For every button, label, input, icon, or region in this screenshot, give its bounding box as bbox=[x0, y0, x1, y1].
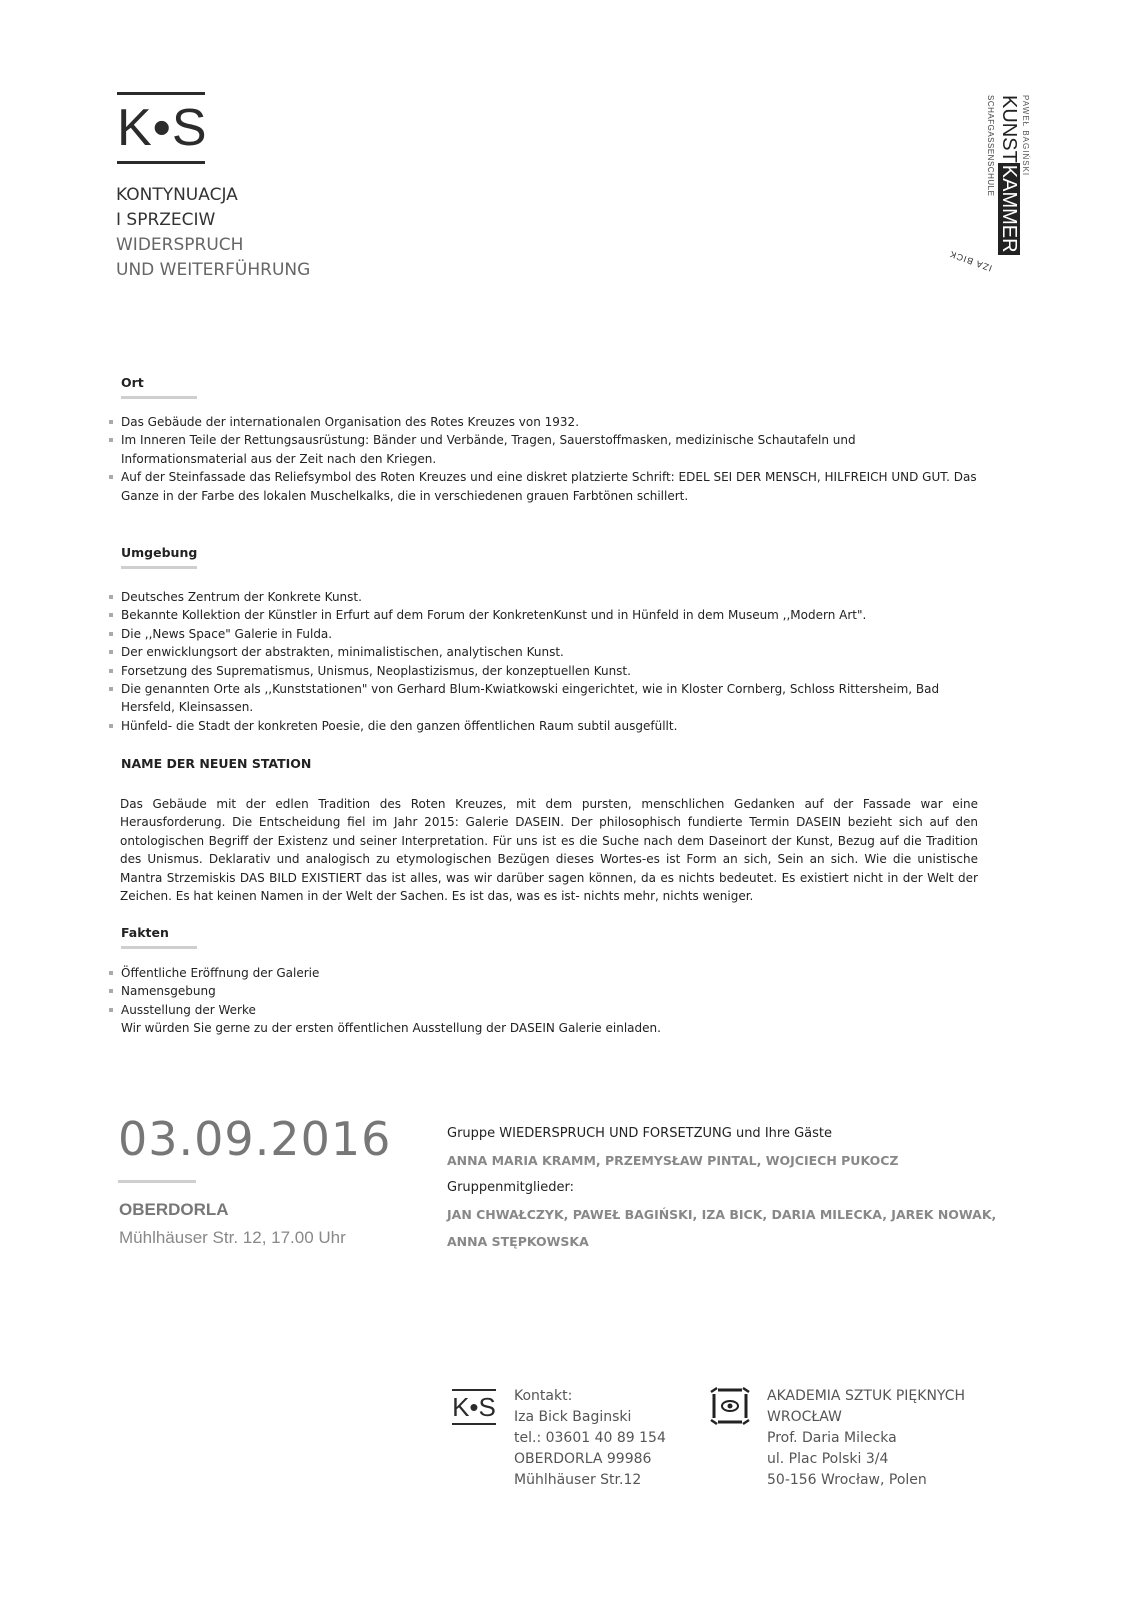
section-ort bbox=[121, 375, 991, 505]
title-line-4: UND WEITERFÜHRUNG bbox=[116, 260, 311, 280]
list-item: Hünfeld- die Stadt der konkreten Poesie, die den ganzen öffentlichen Raum subtil ausgefüllt. bbox=[121, 717, 991, 735]
ks-logo bbox=[117, 92, 208, 164]
brand-name-inverted: KAMMER bbox=[998, 164, 1020, 253]
contact-name: Iza Bick Baginski bbox=[514, 1409, 632, 1425]
list-item: Die genannten Orte als ,,Kunststationen" von Gerhard Blum-Kwiatkowski eingerichtet, wie in Kloster Cornberg, Schloss Rittersheim, Bad Hersfeld, Kleinsassen. bbox=[121, 680, 986, 717]
footer-ks-logo bbox=[452, 1389, 496, 1425]
title-line-3: WIDERSPRUCH bbox=[116, 235, 244, 255]
academy-postal: 50-156 Wrocław, Polen bbox=[767, 1472, 927, 1488]
contact-street: Mühlhäuser Str.12 bbox=[514, 1472, 642, 1488]
name-paragraph: Das Gebäude mit der edlen Tradition des Roten Kreuzes, mit dem pursten, menschlichen Gedanken auf der Fassade war eine Herausforderung. Die Entscheidung fiel im Jahr 2015: Galerie DASEIN. Der philosophisch fundierte Termin DASEIN bezieht sich auf den ontologischen Begriff der Existenz und seiner Interpretation. Für uns ist es die Suche nach dem Daseinort der Kunst, Bezug auf die Tradition des Unismus. Deklarativ und analogisch zu etymologischen Bezügen dieses Wortes-es ist Form an sich, Sein an sich. Wie die unistische Mantra Strzemiskis DAS BILD EXISTIERT das ist alles, was wir darüber sagen können, da es nichts bedeutet. Es existiert nicht in der Welt der Zeichen. Es hat keinen Namen in der Welt der Sachen. Es ist das, was es ist- nichts mehr, nichts weniger. bbox=[120, 797, 978, 904]
list-item: Öffentliche Eröffnung der Galerie bbox=[121, 964, 991, 982]
brand-iza: IZA BICK bbox=[947, 248, 994, 274]
list-item: Das Gebäude der internationalen Organisation des Rotes Kreuzes von 1932. bbox=[121, 413, 991, 431]
event-place: OBERDORLA bbox=[119, 1200, 229, 1219]
academy-city: WROCŁAW bbox=[767, 1409, 842, 1425]
logo-mark: K•S bbox=[117, 99, 208, 157]
date-underline bbox=[118, 1180, 196, 1183]
academy-contact-person: Prof. Daria Milecka bbox=[767, 1430, 897, 1446]
title-line-1: KONTYNUACJA bbox=[116, 185, 238, 205]
list-item: Bekannte Kollektion der Künstler in Erfurt auf dem Forum der KonkretenKunst und in Hünfeld in dem Museum ,,Modern Art". bbox=[121, 606, 991, 624]
section-heading: NAME DER NEUEN STATION bbox=[121, 756, 312, 771]
members-label: Gruppenmitglieder: bbox=[447, 1180, 574, 1195]
guests-line: ANNA MARIA KRAMM, PRZEMYSŁAW PINTAL, WOJCIECH PUKOCZ bbox=[447, 1153, 899, 1168]
event-date: 03.09.2016 bbox=[118, 1112, 392, 1166]
contact-label: Kontakt: bbox=[514, 1388, 573, 1404]
section-heading: Umgebung bbox=[121, 545, 198, 560]
footer-logo-mark: K•S bbox=[452, 1392, 496, 1422]
brand-author: PAWEŁ BAGIŃSKI bbox=[1021, 95, 1030, 177]
contact-city: OBERDORLA 99986 bbox=[514, 1451, 652, 1467]
list-item: Auf der Steinfassade das Reliefsymbol des Roten Kreuzes und eine diskret platzierte Schrift: EDEL SEI DER MENSCH, HILFREICH UND GUT. Das Ganze in der Farbe des lokalen Muschelkalks, die in verschiedenen grauen Farbtönen schillert. bbox=[121, 468, 986, 505]
ort-list bbox=[121, 413, 991, 505]
section-heading: Fakten bbox=[121, 925, 169, 940]
members-line-1: JAN CHWAŁCZYK, PAWEŁ BAGIŃSKI, IZA BICK, DARIA MILECKA, JAREK NOWAK, bbox=[447, 1207, 997, 1222]
heading-underline bbox=[121, 946, 197, 949]
section-fakten bbox=[121, 925, 991, 1038]
heading-underline bbox=[121, 396, 197, 399]
list-item: Ausstellung der Werke bbox=[121, 1001, 991, 1019]
list-item: Forsetzung des Suprematismus, Unismus, Neoplastizismus, der konzeptuellen Kunst. bbox=[121, 662, 991, 680]
academy-block bbox=[767, 1386, 965, 1491]
brand-name bbox=[997, 95, 1021, 275]
fakten-list bbox=[121, 964, 991, 1019]
list-item: Der enwicklungsort der abstrakten, minimalistischen, analytischen Kunst. bbox=[121, 643, 991, 661]
members-line-2: ANNA STĘPKOWSKA bbox=[447, 1234, 589, 1249]
academy-street: ul. Plac Polski 3/4 bbox=[767, 1451, 889, 1467]
title-line-2: I SPRZECIW bbox=[116, 210, 216, 230]
contact-block bbox=[514, 1386, 666, 1491]
umgebung-list bbox=[121, 588, 991, 735]
section-umgebung bbox=[121, 545, 991, 735]
brand-name-plain: KUNST bbox=[998, 95, 1020, 163]
section-name bbox=[121, 756, 991, 905]
academy-logo-icon bbox=[709, 1385, 751, 1427]
list-item: Namensgebung bbox=[121, 982, 991, 1000]
footer-logo-bottom-bar bbox=[452, 1423, 496, 1425]
heading-underline bbox=[121, 566, 197, 569]
list-item: Die ,,News Space" Galerie in Fulda. bbox=[121, 625, 991, 643]
list-item: Deutsches Zentrum der Konkrete Kunst. bbox=[121, 588, 991, 606]
list-item: Im Inneren Teile der Rettungsausrüstung: Bänder und Verbände, Tragen, Sauerstoffmasken, medizinische Schautafeln und Informationsmaterial aus der Zeit nach den Kriegen. bbox=[121, 431, 881, 468]
group-line: Gruppe WIEDERSPRUCH UND FORSETZUNG und Ihre Gäste bbox=[447, 1126, 832, 1141]
contact-phone: tel.: 03601 40 89 154 bbox=[514, 1430, 666, 1446]
academy-name: AKADEMIA SZTUK PIĘKNYCH bbox=[767, 1388, 966, 1404]
invitation-text: Wir würden Sie gerne zu der ersten öffentlichen Ausstellung der DASEIN Galerie einladen. bbox=[121, 1021, 661, 1036]
logo-bottom-bar bbox=[117, 161, 205, 164]
section-heading: Ort bbox=[121, 375, 144, 390]
event-address: Mühlhäuser Str. 12, 17.00 Uhr bbox=[119, 1228, 346, 1247]
brand-school: SCHAFGASSENSCHULE bbox=[986, 95, 995, 197]
title-block bbox=[116, 183, 310, 283]
event-participants bbox=[447, 1120, 1007, 1255]
